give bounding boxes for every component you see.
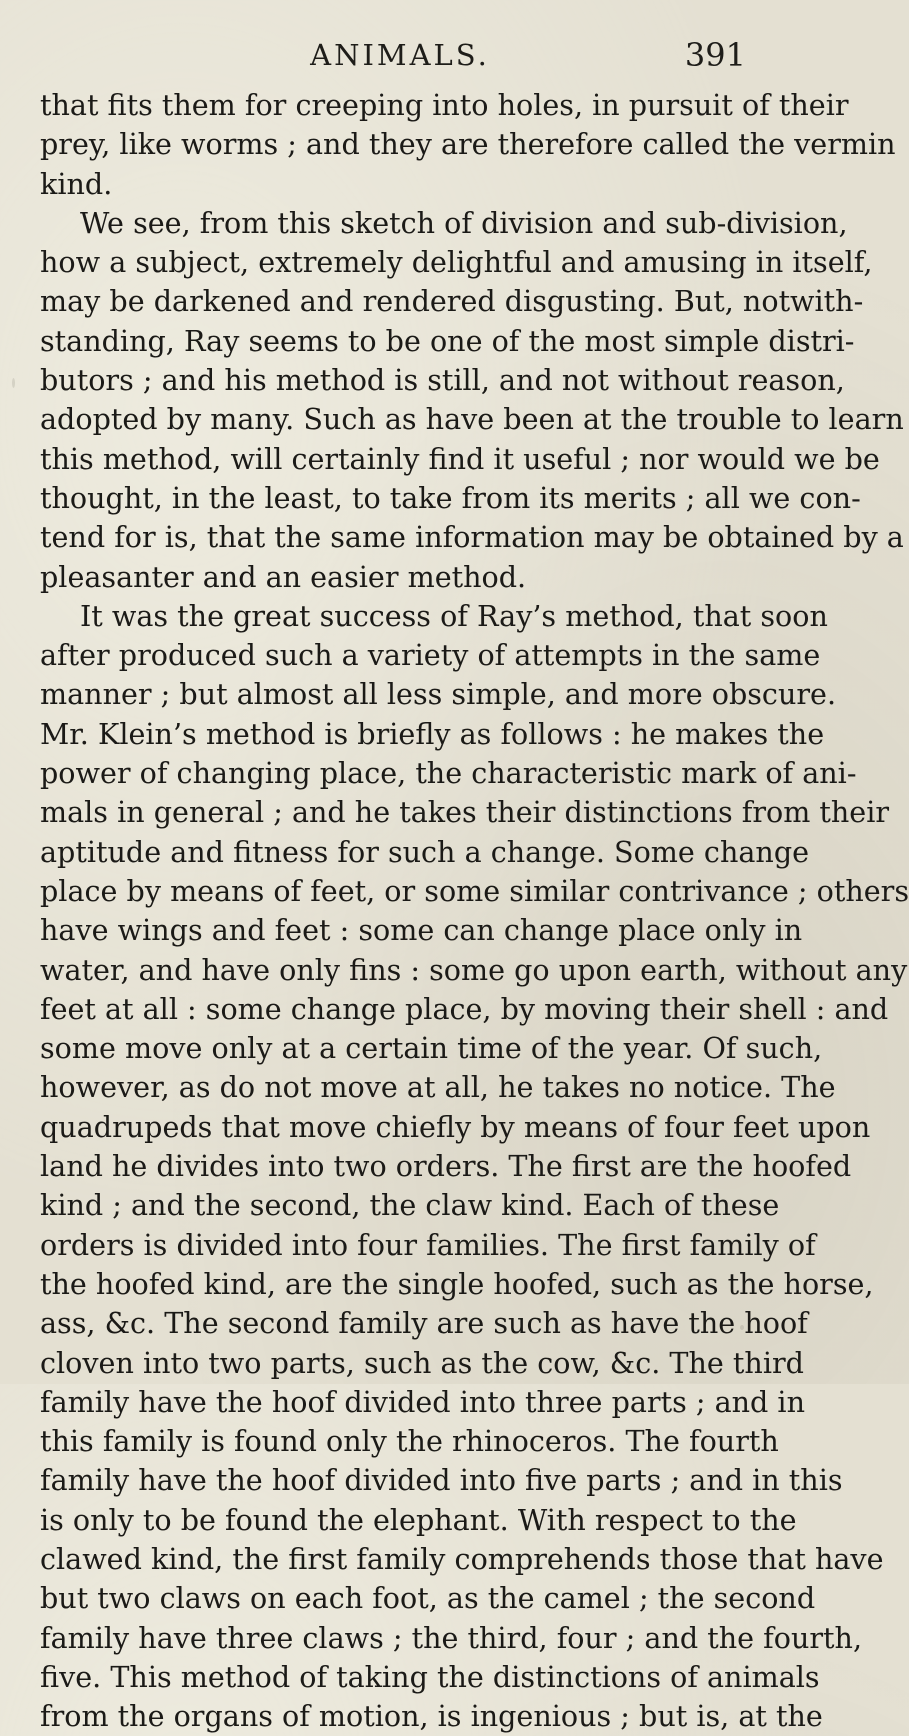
- running-title: ANIMALS.: [310, 38, 490, 72]
- text-line: clawed kind, the first family comprehends those that have: [40, 1541, 884, 1576]
- text-line: the hoofed kind, are the single hoofed, such as the horse,: [40, 1266, 874, 1301]
- text-line: standing, Ray seems to be one of the most simple distri-: [40, 323, 855, 358]
- text-line: have wings and feet : some can change place only in: [40, 913, 803, 948]
- text-line: family have the hoof divided into five parts ; and in this: [40, 1463, 843, 1498]
- text-line: aptitude and fitness for such a change. Some change: [40, 834, 810, 869]
- text-line: cloven into two parts, such as the cow, &c. The third: [40, 1345, 804, 1380]
- text-line: It was the great success of Ray’s method, that soon: [80, 598, 828, 633]
- text-line: but two claws on each foot, as the camel ; the second: [40, 1581, 816, 1616]
- text-line: may be darkened and rendered disgusting. But, notwith-: [40, 284, 864, 319]
- paper-speck: [740, 1325, 744, 1330]
- text-line: this family is found only the rhinoceros. The fourth: [40, 1424, 779, 1459]
- text-line: that fits them for creeping into holes, in pursuit of their: [40, 88, 849, 122]
- text-line: power of changing place, the characteristic mark of ani-: [40, 756, 857, 791]
- text-line: prey, like worms ; and they are therefore called the vermin: [40, 127, 896, 162]
- text-line: We see, from this sketch of division and sub-division,: [80, 205, 848, 240]
- text-line: after produced such a variety of attempts in the same: [40, 638, 821, 673]
- text-line: water, and have only fins : some go upon earth, without any: [40, 952, 908, 987]
- text-line: feet at all : some change place, by moving their shell : and: [40, 991, 889, 1026]
- text-line: ass, &c. The second family are such as have the hoof: [40, 1306, 808, 1341]
- body-text: [40, 86, 909, 1736]
- text-line: however, as do not move at all, he takes no notice. The: [40, 1070, 836, 1105]
- text-line: kind.: [40, 166, 113, 201]
- text-line: mals in general ; and he takes their distinctions from their: [40, 795, 890, 830]
- text-line: thought, in the least, to take from its merits ; all we con-: [40, 480, 861, 515]
- text-line: manner ; but almost all less simple, and more obscure.: [40, 677, 837, 712]
- running-head: [40, 28, 760, 76]
- text-line: this method, will certainly find it useful ; nor would we be: [40, 441, 880, 476]
- text-line: land he divides into two orders. The first are the hoofed: [40, 1149, 852, 1184]
- text-line: five. This method of taking the distinctions of animals: [40, 1659, 820, 1694]
- text-line: quadrupeds that move chiefly by means of four feet upon: [40, 1109, 871, 1144]
- text-line: pleasanter and an easier method.: [40, 559, 527, 594]
- text-line: butors ; and his method is still, and not without reason,: [40, 363, 845, 398]
- text-line: how a subject, extremely delightful and amusing in itself,: [40, 245, 873, 280]
- text-line: family have three claws ; the third, four ; and the fourth,: [40, 1620, 863, 1655]
- text-line: orders is divided into four families. The first family of: [40, 1227, 816, 1262]
- text-line: from the organs of motion, is ingenious ; but is, at the: [40, 1699, 823, 1734]
- text-line: is only to be found the elephant. With respect to the: [40, 1502, 797, 1537]
- text-line: tend for is, that the same information may be obtained by a: [40, 520, 904, 555]
- text-line: place by means of feet, or some similar contrivance ; others: [40, 873, 909, 908]
- text-line: some move only at a certain time of the year. Of such,: [40, 1031, 823, 1066]
- page-number: 391: [684, 36, 746, 74]
- paper-speck: [12, 378, 15, 388]
- text-line: Mr. Klein’s method is briefly as follows : he makes the: [40, 716, 825, 751]
- text-line: adopted by many. Such as have been at the trouble to learn: [40, 402, 904, 437]
- text-line: kind ; and the second, the claw kind. Each of these: [40, 1188, 780, 1223]
- text-line: family have the hoof divided into three parts ; and in: [40, 1384, 805, 1419]
